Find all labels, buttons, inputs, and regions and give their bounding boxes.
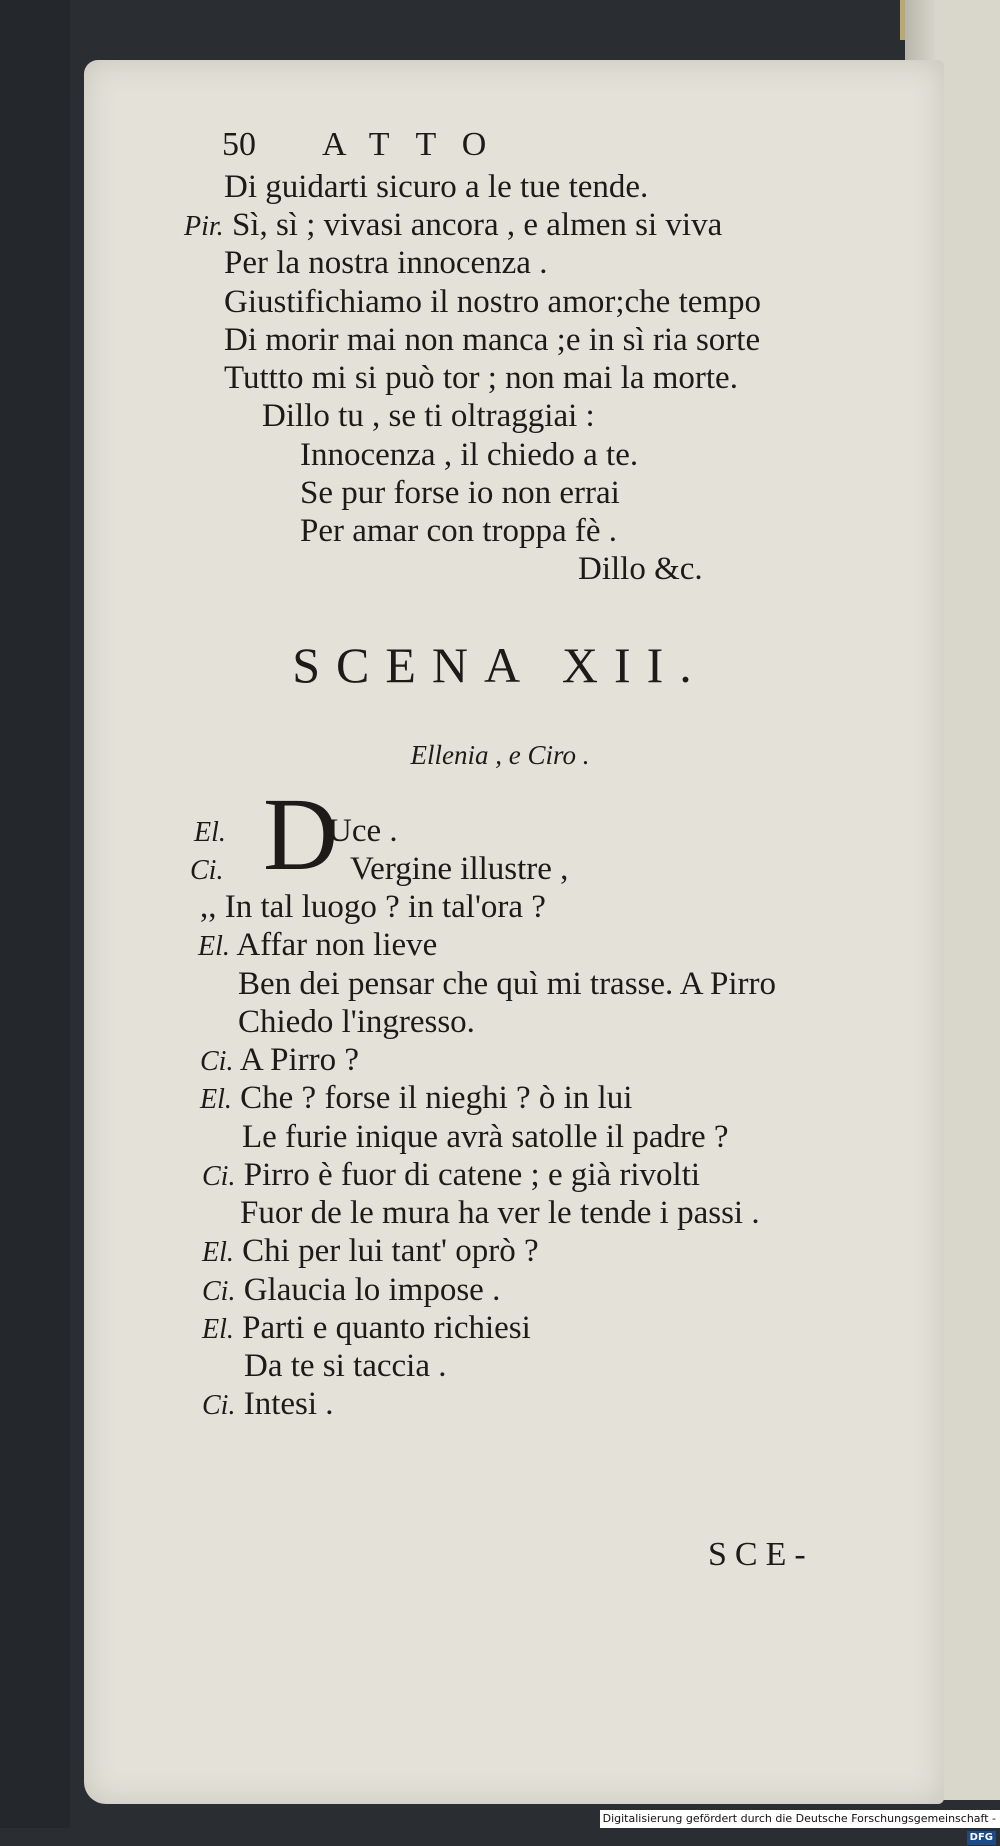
aria-line: Innocenza , il chiedo a te. [300,437,639,473]
speaker-label: Ci. [202,1390,236,1421]
dialogue-line: ,, In tal luogo ? in tal'ora ? [200,889,546,925]
catchword: SCE- [708,1536,814,1573]
running-title: ATTO [322,126,513,163]
dialogue-line: El. Che ? forse il nieghi ? ò in lui [200,1080,633,1116]
drop-cap: D [263,777,339,892]
verse-line: Di morir mai non manca ;e in sì ria sorte [224,322,761,358]
aria-line: Dillo tu , se ti oltraggiai : [262,398,595,434]
dialogue-line: Ci. A Pirro ? [200,1042,360,1078]
speaker-label: El. [202,1314,234,1345]
speaker-label: Ci. [190,855,224,886]
aria-repeat-line: Dillo &c. [578,551,703,587]
dialogue-line: Da te si taccia . [244,1348,447,1384]
dialogue-line: Chiedo l'ingresso. [238,1004,475,1040]
dfg-logo: DFG [967,1831,996,1845]
dialogue-line: Le furie inique avrà satolle il padre ? [242,1119,729,1155]
speaker-label: El. [198,931,230,962]
dialogue-line: Uce . [328,813,398,849]
speaker-label: El. [194,817,226,848]
verse-line: Pir. Sì, sì ; vivasi ancora , e almen si viva [184,207,723,243]
page-number: 50 [222,126,256,163]
dialogue-line: El. Chi per lui tant' oprò ? [202,1233,539,1269]
speaker-label: Ci. [202,1161,236,1192]
dialogue-line: Vergine illustre , [350,851,569,887]
speaker-label: Ci. [202,1276,236,1307]
scene-characters: Ellenia , e Ciro . [410,740,590,770]
scene-title: SCENA XII. [292,637,708,693]
dialogue-line: El. Affar non lieve [198,927,438,963]
verse-line: Per la nostra innocenza . [224,245,548,281]
running-header [222,126,512,164]
speaker-label: Pir. [184,211,224,242]
dialogue-line: Fuor de le mura ha ver le tende i passi . [240,1195,760,1231]
dialogue-line: Ben dei pensar che quì mi trasse. A Pirro [238,966,776,1002]
book-binding-left [0,0,70,1828]
dialogue-speaker [190,850,223,891]
dialogue-line: Ci. Pirro è fuor di catene ; e già rivolti [202,1157,701,1193]
verse-line: Di guidarti sicuro a le tue tende. [224,169,649,205]
speaker-label: Ci. [200,1046,234,1077]
dialogue-line: Ci. Glaucia lo impose . [202,1272,501,1308]
aria-line: Per amar con troppa fè . [300,513,618,549]
speaker-label: El. [202,1237,234,1268]
speaker-label: El. [200,1084,232,1115]
verse-line: Tuttto mi si può tor ; non mai la morte. [224,360,738,396]
verse-line: Giustifichiamo il nostro amor;che tempo [224,284,762,320]
dialogue-line: Ci. Intesi . [202,1386,334,1422]
dialogue-line: El. Parti e quanto richiesi [202,1310,531,1346]
digitization-credit: Digitalisierung gefördert durch die Deutsche Forschungsgemeinschaft -DFG [600,1810,1000,1828]
facing-page-edge [935,0,1000,1800]
aria-line: Se pur forse io non errai [300,475,620,511]
dialogue-speaker [194,812,226,853]
